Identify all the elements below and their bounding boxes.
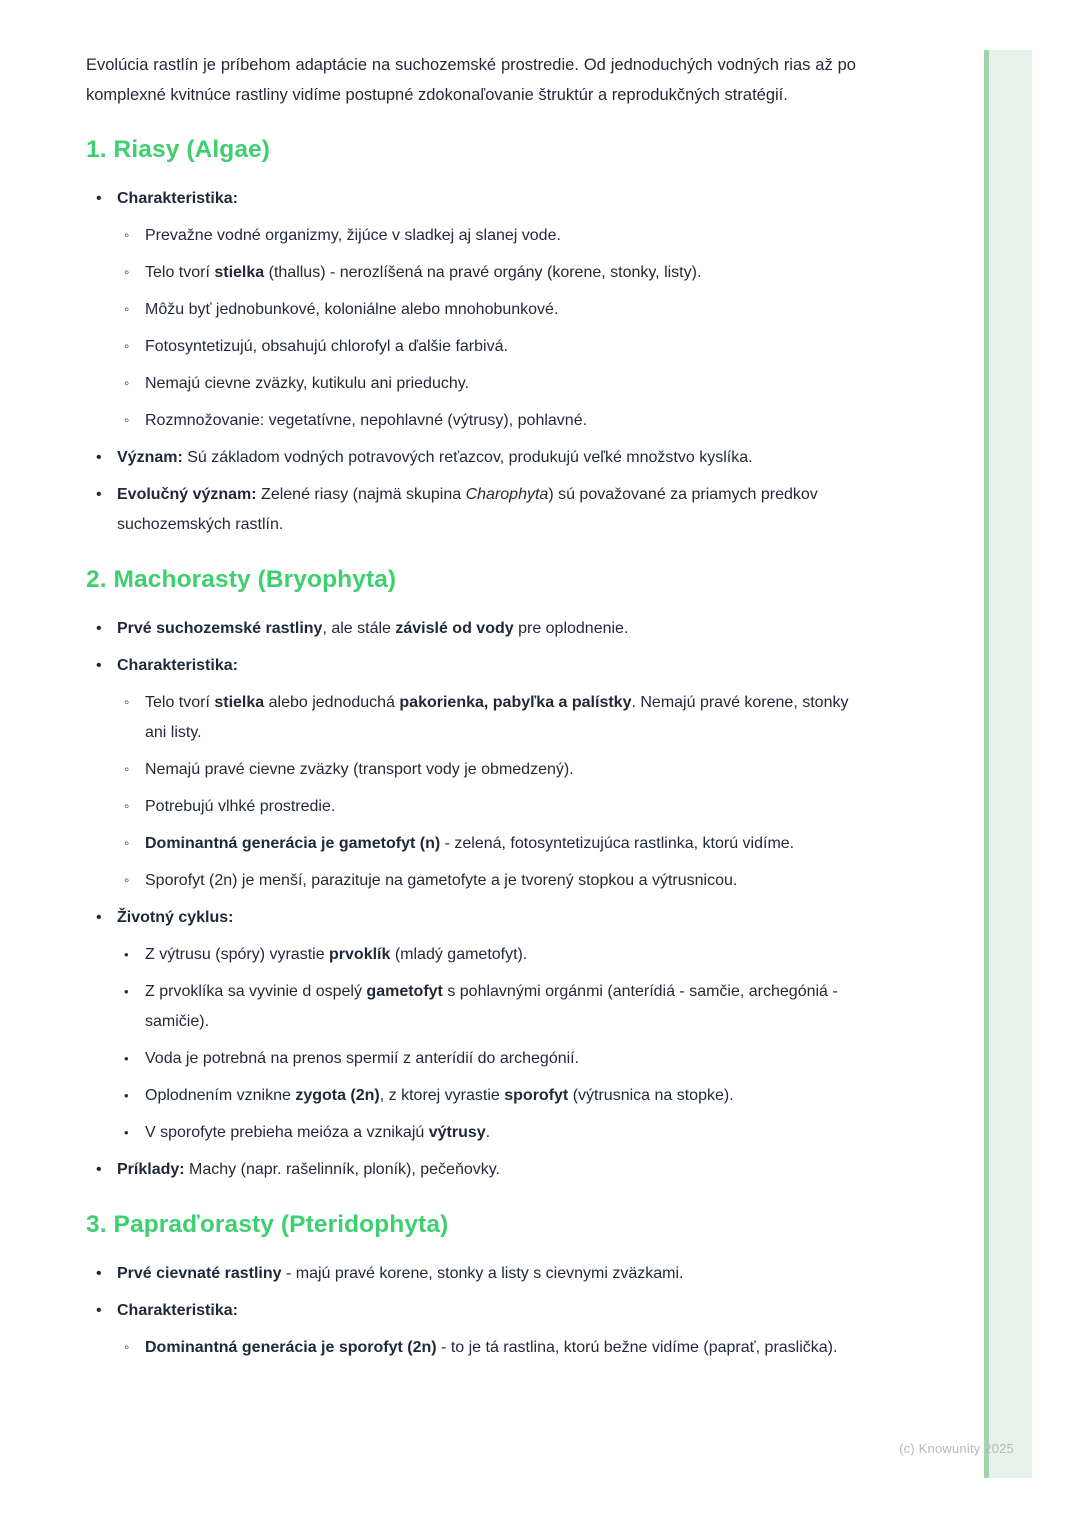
bullet-item: [86, 829, 856, 859]
bullet-text: [145, 1118, 856, 1148]
bullet-text: [145, 1333, 856, 1363]
disc-bullet-marker: •: [96, 1265, 102, 1282]
circle-bullet-marker: ◦: [124, 375, 130, 392]
text-segment: Charophyta: [465, 486, 549, 503]
text-segment: Z prvoklíka sa vyvinie d ospelý: [145, 983, 367, 1000]
disc-bullet-marker: •: [124, 1088, 129, 1103]
bullet-item: [86, 184, 856, 214]
watermark: (c) Knowunity 2025: [899, 1441, 1014, 1456]
text-segment: Z výtrusu (spóry) vyrastie: [145, 946, 330, 963]
bullet-item: [86, 369, 856, 399]
bullet-item: [86, 406, 856, 436]
text-segment: - to je tá rastlina, ktorú bežne vidíme (paprať, praslička).: [436, 1339, 838, 1356]
text-segment: , z ktorej vyrastie: [379, 1087, 505, 1104]
sections-container: [86, 134, 856, 1363]
text-segment: Rozmnožovanie: vegetatívne, nepohlavné (výtrusy), pohlavné.: [145, 412, 588, 429]
bullet-text: [145, 332, 856, 362]
disc-bullet-marker: •: [96, 620, 102, 637]
circle-bullet-marker: ◦: [124, 264, 130, 281]
text-segment: prvoklík: [329, 946, 391, 963]
text-segment: pakorienka, pabyľka a palístky: [399, 694, 632, 711]
disc-bullet-marker: •: [96, 190, 102, 207]
text-segment: V sporofyte prebieha meióza a vznikajú: [145, 1124, 429, 1141]
disc-bullet-marker: •: [96, 909, 102, 926]
text-segment: .: [485, 1124, 491, 1141]
bullet-item: [86, 1044, 856, 1074]
intro-paragraph: Evolúcia rastlín je príbehom adaptácie na suchozemské prostredie. Od jednoduchých vodných rias až po komplexné kvitnúce rastliny vidíme postupné zdokonaľovanie štruktúr a reprodukčných stratégií.: [86, 56, 856, 104]
bullet-text: [117, 443, 856, 473]
bullet-item: [86, 755, 856, 785]
bullet-item: [86, 1155, 856, 1185]
text-segment: Prvé cievnaté rastliny: [117, 1265, 282, 1282]
bullet-text: [117, 1155, 856, 1185]
bullet-text: [145, 940, 856, 970]
disc-bullet-marker: •: [96, 449, 102, 466]
text-segment: Charakteristika:: [117, 190, 238, 207]
bullet-text: [145, 866, 856, 896]
bullet-text: [117, 480, 856, 540]
text-segment: Sporofyt (2n) je menší, parazituje na gametofyte a je tvorený stopkou a výtrusnicou.: [145, 872, 738, 889]
text-segment: Prevažne vodné organizmy, žijúce v sladkej aj slanej vode.: [145, 227, 561, 244]
bullet-text: [117, 614, 856, 644]
text-segment: Dominantná generácia je gametofyt (n): [145, 835, 441, 852]
disc-bullet-marker: •: [96, 486, 102, 503]
text-segment: Nemajú pravé cievne zväzky (transport vody je obmedzený).: [145, 761, 574, 778]
bullet-item: [86, 866, 856, 896]
bullet-text: [145, 688, 856, 748]
bullet-text: [117, 651, 856, 681]
section-heading: 3. Papraďorasty (Pteridophyta): [86, 1211, 449, 1238]
bullet-item: [86, 480, 856, 540]
text-segment: Zelené riasy (najmä skupina: [256, 486, 466, 503]
text-segment: Charakteristika:: [117, 1302, 238, 1319]
text-segment: Telo tvorí: [145, 264, 215, 281]
bullet-item: [86, 1081, 856, 1111]
disc-bullet-marker: •: [96, 1161, 102, 1178]
bullet-item: [86, 1118, 856, 1148]
circle-bullet-marker: ◦: [124, 338, 130, 355]
bullet-text: [145, 755, 856, 785]
bullet-item: [86, 295, 856, 325]
bullet-text: [145, 977, 856, 1037]
text-segment: Charakteristika:: [117, 657, 238, 674]
text-segment: gametofyt: [366, 983, 443, 1000]
text-segment: Môžu byť jednobunkové, koloniálne alebo mnohobunkové.: [145, 301, 559, 318]
disc-bullet-marker: •: [124, 984, 129, 999]
bullet-item: [86, 221, 856, 251]
circle-bullet-marker: ◦: [124, 1339, 130, 1356]
disc-bullet-marker: •: [124, 1051, 129, 1066]
circle-bullet-marker: ◦: [124, 835, 130, 852]
text-segment: Význam:: [117, 449, 183, 466]
circle-bullet-marker: ◦: [124, 227, 130, 244]
bullet-text: [145, 221, 856, 251]
text-segment: Životný cyklus:: [117, 909, 234, 926]
text-segment: , ale stále: [322, 620, 396, 637]
bullet-text: [145, 1044, 856, 1074]
circle-bullet-marker: ◦: [124, 301, 130, 318]
disc-bullet-marker: •: [124, 1125, 129, 1140]
text-segment: stielka: [214, 264, 265, 281]
circle-bullet-marker: ◦: [124, 761, 130, 778]
bullet-text: [117, 903, 856, 933]
circle-bullet-marker: ◦: [124, 872, 130, 889]
text-segment: Machy (napr. rašelinník, ploník), pečeňovky.: [184, 1161, 500, 1178]
text-segment: - zelená, fotosyntetizujúca rastlinka, ktorú vidíme.: [440, 835, 795, 852]
bullet-item: [86, 688, 856, 748]
text-segment: Nemajú cievne zväzky, kutikulu ani prieduchy.: [145, 375, 469, 392]
text-segment: Príklady:: [117, 1161, 185, 1178]
text-segment: s pohlavnými orgánmi (anterídiá - samčie, archegóniá - samičie).: [145, 983, 838, 1030]
text-segment: - majú pravé korene, stonky a listy s cievnymi zväzkami.: [281, 1265, 684, 1282]
text-segment: (výtrusnica na stopke).: [568, 1087, 734, 1104]
bullet-text: [145, 829, 856, 859]
text-segment: Fotosyntetizujú, obsahujú chlorofyl a ďalšie farbivá.: [145, 338, 508, 355]
text-segment: Evolučný význam:: [117, 486, 257, 503]
text-segment: pre oplodnenie.: [513, 620, 629, 637]
bullet-text: [145, 258, 856, 288]
bullet-item: [86, 1333, 856, 1363]
text-segment: Telo tvorí: [145, 694, 215, 711]
bullet-text: [145, 406, 856, 436]
bullet-item: [86, 258, 856, 288]
bullet-text: [145, 792, 856, 822]
text-segment: Oplodnením vznikne: [145, 1087, 296, 1104]
bullet-item: [86, 903, 856, 933]
bullet-item: [86, 614, 856, 644]
disc-bullet-marker: •: [96, 1302, 102, 1319]
section-heading: 2. Machorasty (Bryophyta): [86, 566, 397, 593]
text-segment: sporofyt: [504, 1087, 569, 1104]
text-segment: Potrebujú vlhké prostredie.: [145, 798, 336, 815]
bullet-item: [86, 332, 856, 362]
text-segment: alebo jednoduchá: [264, 694, 400, 711]
circle-bullet-marker: ◦: [124, 798, 130, 815]
bullet-item: [86, 443, 856, 473]
bullet-text: [145, 1081, 856, 1111]
bullet-text: [117, 184, 856, 214]
bullet-text: [145, 295, 856, 325]
bullet-text: [117, 1259, 856, 1289]
bullet-item: [86, 940, 856, 970]
disc-bullet-marker: •: [96, 657, 102, 674]
text-segment: . Nemajú pravé korene, stonky ani listy.: [145, 694, 849, 741]
circle-bullet-marker: ◦: [124, 694, 130, 711]
circle-bullet-marker: ◦: [124, 412, 130, 429]
text-segment: výtrusy: [428, 1124, 486, 1141]
bullet-text: [145, 369, 856, 399]
text-segment: (thallus) - nerozlíšená na pravé orgány (korene, stonky, listy).: [264, 264, 702, 281]
bullet-item: [86, 1296, 856, 1326]
text-segment: Prvé suchozemské rastliny: [117, 620, 323, 637]
text-segment: zygota (2n): [295, 1087, 380, 1104]
text-segment: ) sú považované za priamych predkov suchozemských rastlín.: [117, 486, 818, 533]
bullet-item: [86, 977, 856, 1037]
text-segment: Voda je potrebná na prenos spermií z anterídií do archegónií.: [145, 1050, 580, 1067]
disc-bullet-marker: •: [124, 947, 129, 962]
bullet-item: [86, 651, 856, 681]
bullet-text: [117, 1296, 856, 1326]
text-segment: stielka: [214, 694, 265, 711]
text-segment: Dominantná generácia je sporofyt (2n): [145, 1339, 437, 1356]
bullet-item: [86, 792, 856, 822]
text-segment: (mladý gametofyt).: [390, 946, 528, 963]
text-segment: závislé od vody: [395, 620, 514, 637]
bullet-item: [86, 1259, 856, 1289]
section-heading: 1. Riasy (Algae): [86, 136, 271, 163]
text-segment: Sú základom vodných potravových reťazcov, produkujú veľké množstvo kyslíka.: [182, 449, 753, 466]
